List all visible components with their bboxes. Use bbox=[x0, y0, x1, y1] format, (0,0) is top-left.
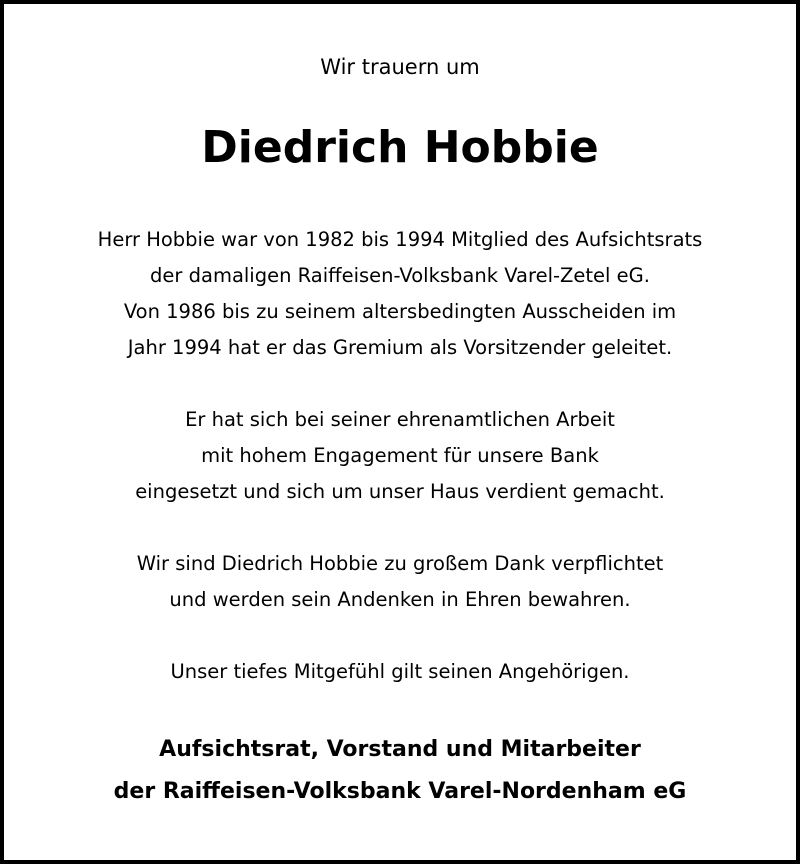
paragraph-4-line-1: Unser tiefes Mitgefühl gilt seinen Angehörigen. bbox=[170, 660, 630, 683]
signature-line-1: Aufsichtsrat, Vorstand und Mitarbeiter bbox=[159, 737, 641, 762]
paragraph-2-line-3: eingesetzt und sich um unser Haus verdient gemacht. bbox=[135, 480, 665, 503]
signature-line-2: der Raiffeisen-Volksbank Varel-Nordenham eG bbox=[113, 779, 687, 804]
paragraph-2-line-2: mit hohem Engagement für unsere Bank bbox=[201, 444, 599, 467]
intro-text: Wir trauern um bbox=[320, 55, 480, 79]
paragraph-2-line-1: Er hat sich bei seiner ehrenamtlichen Arbeit bbox=[185, 408, 615, 431]
paragraph-3-line-2: und werden sein Andenken in Ehren bewahren. bbox=[169, 588, 631, 611]
paragraph-1-line-2: der damaligen Raiffeisen-Volksbank Varel-Zetel eG. bbox=[150, 264, 650, 287]
deceased-name: Diedrich Hobbie bbox=[201, 122, 599, 173]
paragraph-3-line-1: Wir sind Diedrich Hobbie zu großem Dank verpflichtet bbox=[136, 552, 664, 575]
paragraph-1-line-1: Herr Hobbie war von 1982 bis 1994 Mitglied des Aufsichtsrats bbox=[97, 228, 703, 251]
paragraph-1-line-4: Jahr 1994 hat er das Gremium als Vorsitzender geleitet. bbox=[127, 336, 673, 359]
paragraph-1-line-3: Von 1986 bis zu seinem altersbedingten Ausscheiden im bbox=[123, 300, 677, 323]
